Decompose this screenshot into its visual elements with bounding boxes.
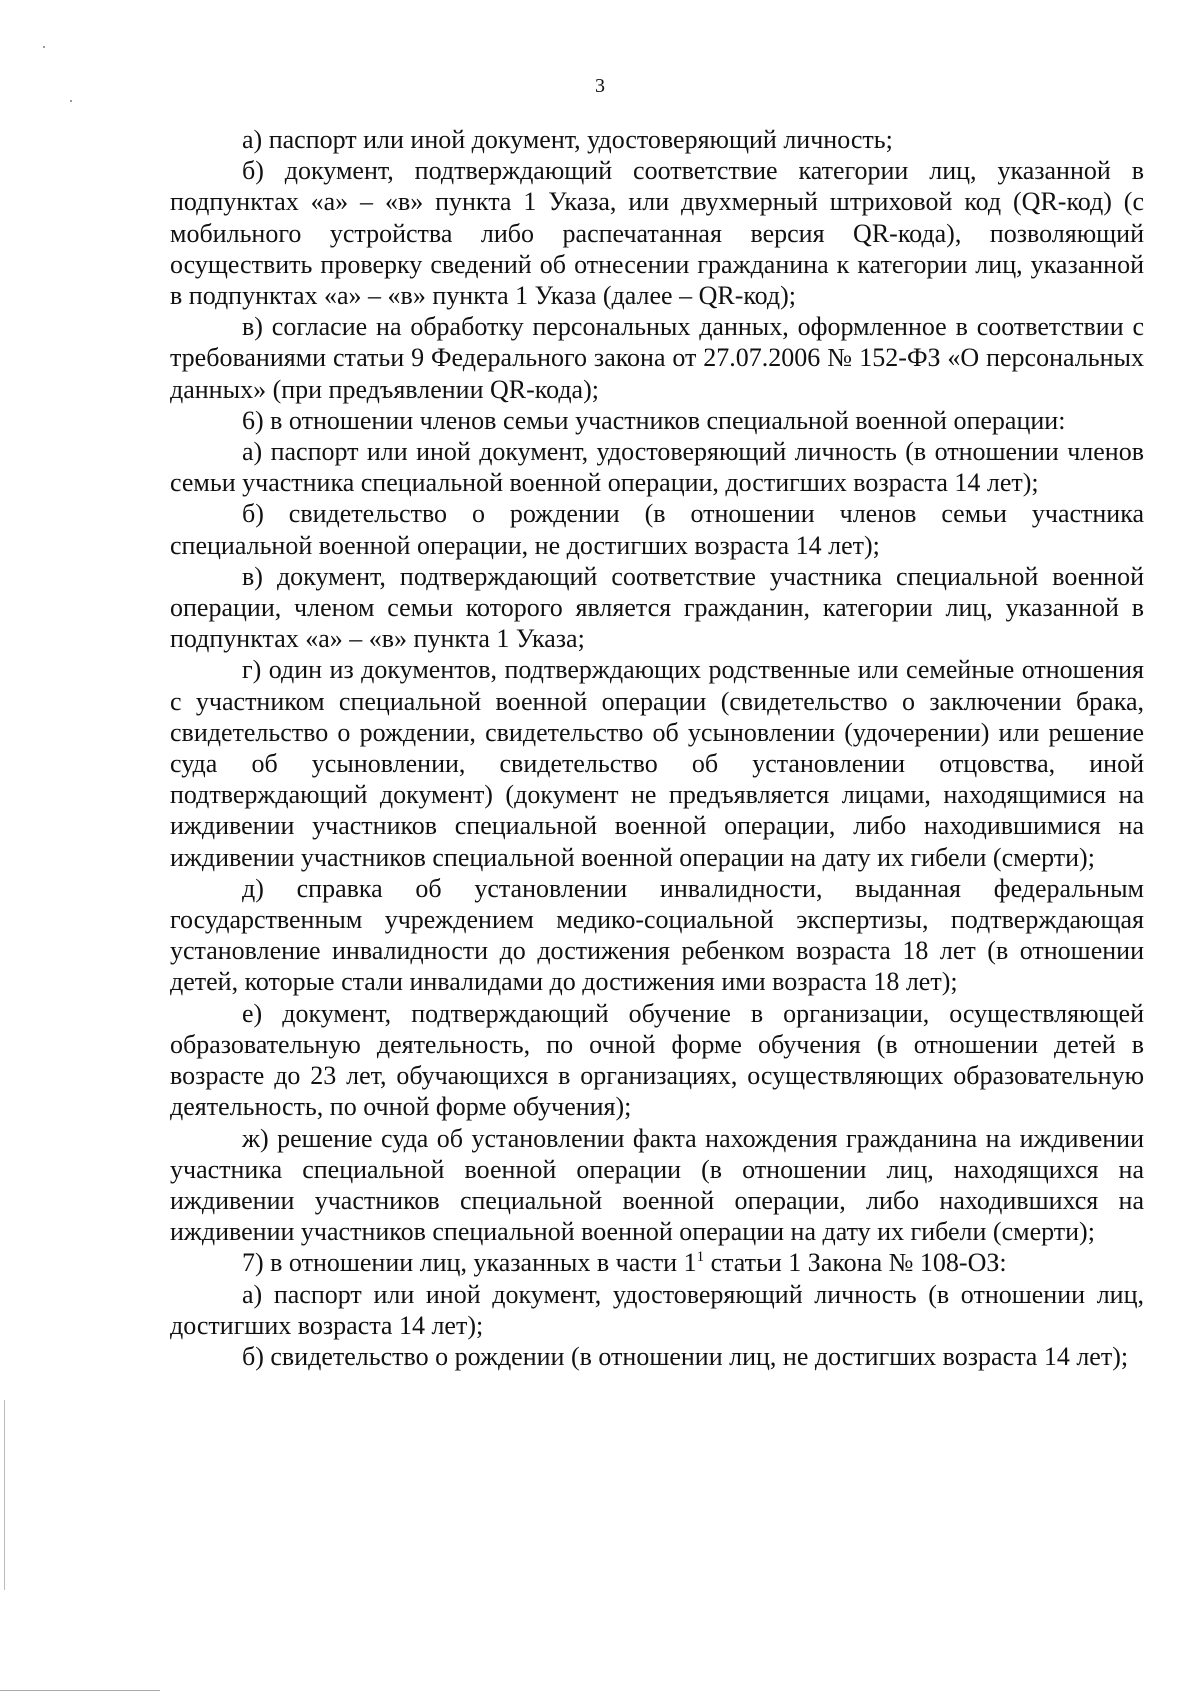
paragraph: в) согласие на обработку персональных данных, оформленное в соответствии с требованиями статьи 9 Федерального закона от 27.07.2006 № 152-ФЗ «О персональных данных» (при предъявлении QR-кода); [170, 312, 1144, 404]
item-7-superscript: 1 [696, 1249, 705, 1266]
paragraph: б) документ, подтверждающий соответствие категории лиц, указанной в подпунктах «а» – «в» пункта 1 Указа, или двухмерный штриховой код (QR-код) (с мобильного устройства либо распечатанная версия QR-кода), позволяющий осуществить проверку сведений об отнесении гражданина к категории лиц, указанной в подпунктах «а» – «в» пункта 1 Указа (далее – QR-код); [170, 156, 1144, 311]
scan-mark [43, 46, 45, 48]
paragraph: б) свидетельство о рождении (в отношении членов семьи участника специальной военной операции, не достигших возраста 14 лет); [170, 499, 1144, 560]
paragraph: б) свидетельство о рождении (в отношении лиц, не достигших возраста 14 лет); [242, 1341, 1129, 1371]
paragraph: е) документ, подтверждающий обучение в организации, осуществляющей образовательную деятельность, по очной форме обучения (в отношении детей в возрасте до 23 лет, обучающихся в организациях, осуществляющих образовательную деятельность, по очной форме обучения); [170, 998, 1144, 1122]
paragraph: а) паспорт или иной документ, удостоверяющий личность (в отношении лиц, достигших возраста 14 лет); [170, 1279, 1144, 1340]
paragraph-item-7 [170, 1247, 1144, 1278]
page-number: 3 [595, 75, 605, 97]
scan-mark [4, 1400, 5, 1590]
paragraph: а) паспорт или иной документ, удостоверяющий личность (в отношении членов семьи участника специальной военной операции, достигших возраста 14 лет); [170, 437, 1144, 498]
document-body [170, 124, 1144, 1372]
scan-mark [0, 1690, 160, 1691]
item-7-text-end: статьи 1 Закона № 108-ОЗ: [704, 1248, 1007, 1278]
paragraph: а) паспорт или иной документ, удостоверяющий личность; [242, 125, 893, 154]
paragraph: 6) в отношении членов семьи участников специальной военной операции: [242, 405, 1066, 435]
scan-mark [70, 100, 72, 102]
paragraph: д) справка об установлении инвалидности, выданная федеральным государственным учреждением медико-социальной экспертизы, подтверждающая установление инвалидности до достижения ребенком возраста 18 лет (в отношении детей, которые стали инвалидами до достижения ими возраста 18 лет); [170, 873, 1144, 997]
paragraph: в) документ, подтверждающий соответствие участника специальной военной операции, членом семьи которого является гражданин, категории лиц, указанной в подпунктах «а» – «в» пункта 1 Указа; [170, 561, 1144, 654]
paragraph: г) один из документов, подтверждающих родственные или семейные отношения с участником специальной военной операции (свидетельство о заключении брака, свидетельство о рождении, свидетельство об усыновлении (удочерении) или решение суда об усыновлении, свидетельство об установлении отцовства, иной подтверждающий документ) (документ не предъявляется лицами, находящимися на иждивении участников специальной военной операции, либо находившимися на иждивении участников специальной военной операции на дату их гибели (смерти); [170, 655, 1144, 872]
paragraph: ж) решение суда об установлении факта нахождения гражданина на иждивении участника специальной военной операции (в отношении лиц, находящихся на иждивении участников специальной военной операции, либо находившихся на иждивении участников специальной военной операции на дату их гибели (смерти); [170, 1123, 1144, 1247]
item-7-text: 7) в отношении лиц, указанных в части 1 [242, 1248, 697, 1278]
